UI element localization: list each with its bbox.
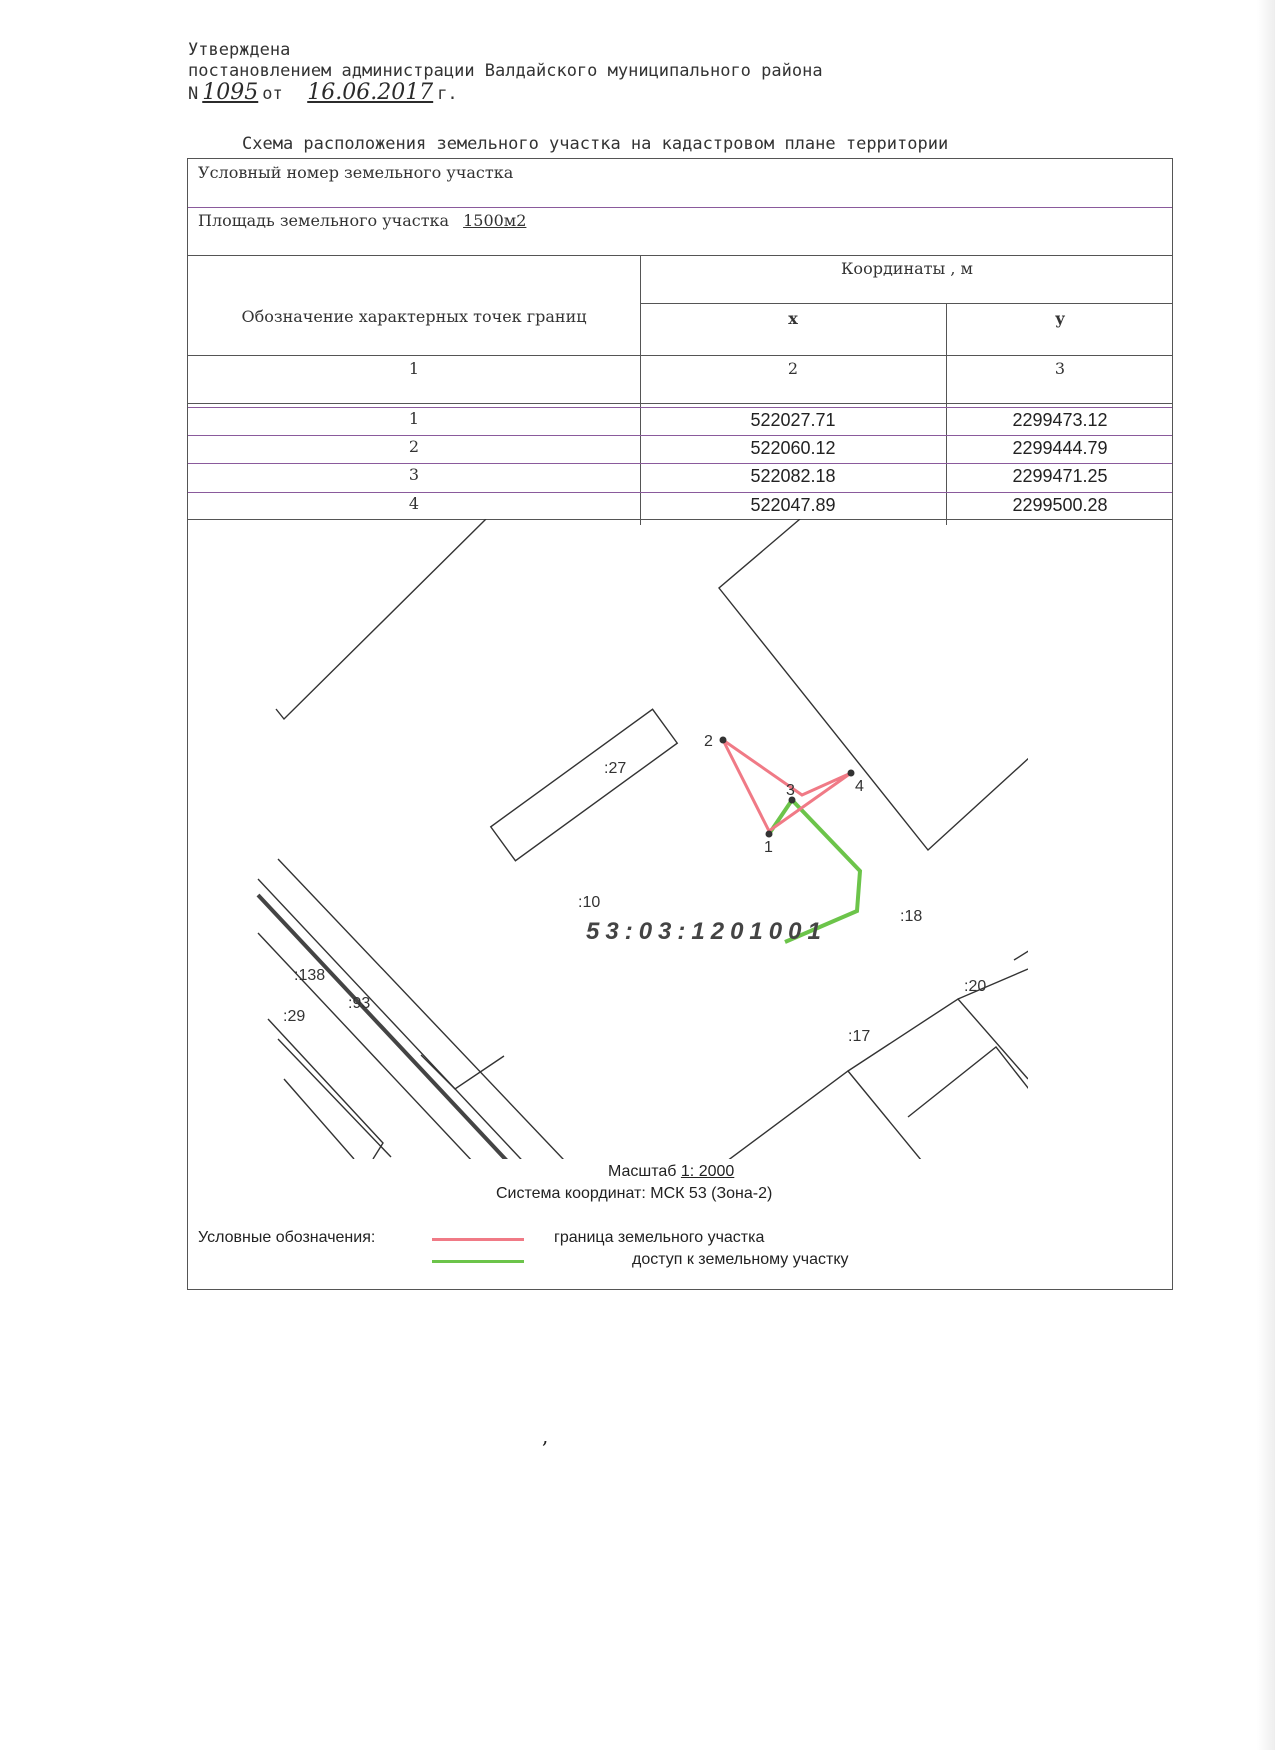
conditional-number-label: Условный номер земельного участка (198, 163, 514, 182)
legend-boundary-label: граница земельного участка (554, 1229, 765, 1246)
point-id: 1 (408, 409, 420, 428)
col-number: 2 (787, 359, 799, 378)
number-prefix: N (188, 84, 199, 104)
parcel-label: :20 (964, 978, 987, 995)
parcel-outline (723, 1071, 1068, 1159)
point-id: 3 (408, 465, 420, 484)
parcel-label: :17 (848, 1028, 871, 1045)
point-x: 522060.12 (750, 438, 836, 458)
boundary-point-marker (766, 831, 773, 838)
resolution-number: 1095 (202, 80, 259, 105)
legend-boundary-swatch (432, 1238, 524, 1241)
x-header: x (788, 309, 798, 328)
row-divider (640, 303, 1172, 304)
cadastral-map (188, 519, 1172, 1159)
scale-label: Масштаб (608, 1163, 677, 1180)
approved-label: Утверждена (188, 40, 291, 60)
year-suffix: г. (437, 84, 458, 104)
row-divider (188, 207, 1172, 208)
point-id: 2 (408, 437, 420, 456)
row-divider (188, 435, 1172, 436)
parcel-outline (276, 519, 486, 719)
scheme-form (187, 158, 1173, 1290)
cadastral-quarter-number: 53:03:1201001 (586, 918, 827, 945)
scheme-title: Схема расположения земельного участка на кадастровом плане территории (242, 134, 949, 154)
parcel-outline (848, 999, 1028, 1079)
col-number: 1 (408, 359, 420, 378)
point-label: 2 (704, 733, 713, 750)
coords-header: Координаты , м (841, 259, 973, 278)
row-divider (188, 255, 1172, 256)
point-label: 4 (855, 778, 864, 795)
parcel-label: :138 (294, 967, 326, 984)
parcel-outline (719, 519, 1068, 850)
point-y: 2299473.12 (1012, 410, 1108, 430)
parcel-boundaries (258, 519, 1068, 1159)
parcel-label: :29 (283, 1008, 306, 1025)
resolution-label: постановлением администрации Валдайского муниципального района (188, 61, 823, 81)
point-label: 1 (764, 839, 773, 856)
approval-block (188, 40, 823, 105)
scale-value: 1: 2000 (680, 1163, 735, 1180)
area-label: Площадь земельного участка (198, 211, 450, 230)
boundary-point-marker (848, 770, 855, 777)
scale-line (608, 1163, 734, 1181)
road-edge (282, 922, 748, 1159)
legend-title: Условные обозначения: (198, 1229, 376, 1246)
col-number: 3 (1054, 359, 1066, 378)
legend-access-label: доступ к земельному участку (632, 1251, 849, 1268)
stray-comma-mark: , (542, 1424, 549, 1448)
building-27-outline (491, 709, 677, 861)
y-header: y (1055, 309, 1065, 328)
area-value: 1500м2 (463, 211, 527, 230)
resolution-date: 16.06.2017 (307, 80, 434, 105)
row-divider (188, 355, 1172, 356)
page-edge-shadow (1257, 0, 1275, 1750)
area-row (198, 211, 526, 230)
road-edge (278, 859, 658, 1159)
point-y: 2299444.79 (1012, 438, 1108, 458)
row-divider (188, 463, 1172, 464)
coordinate-system: Система координат: МСК 53 (Зона-2) (496, 1185, 773, 1202)
point-y: 2299471.25 (1012, 466, 1108, 486)
parcel-label: :10 (578, 894, 601, 911)
from-label: от (262, 84, 283, 104)
parcel-outline (908, 1047, 1068, 1139)
parcel-label: :27 (604, 760, 627, 777)
parcel-label: :93 (348, 995, 371, 1012)
boundary-point-marker (720, 737, 727, 744)
point-x: 522082.18 (750, 466, 836, 486)
resolution-number-line (188, 82, 823, 105)
point-x: 522047.89 (750, 495, 836, 515)
legend-access-swatch (432, 1260, 524, 1263)
point-y: 2299500.28 (1012, 495, 1108, 515)
row-divider (188, 407, 1172, 408)
point-label: 3 (786, 782, 795, 799)
parcel-outline (284, 1079, 354, 1159)
row-divider (188, 492, 1172, 493)
points-header: Обозначение характерных точек границ (241, 307, 587, 326)
point-id: 4 (408, 494, 420, 513)
point-x: 522027.71 (750, 410, 836, 430)
parcel-label: :18 (900, 908, 923, 925)
parcel-outline (1014, 939, 1048, 960)
row-divider (188, 403, 1172, 404)
